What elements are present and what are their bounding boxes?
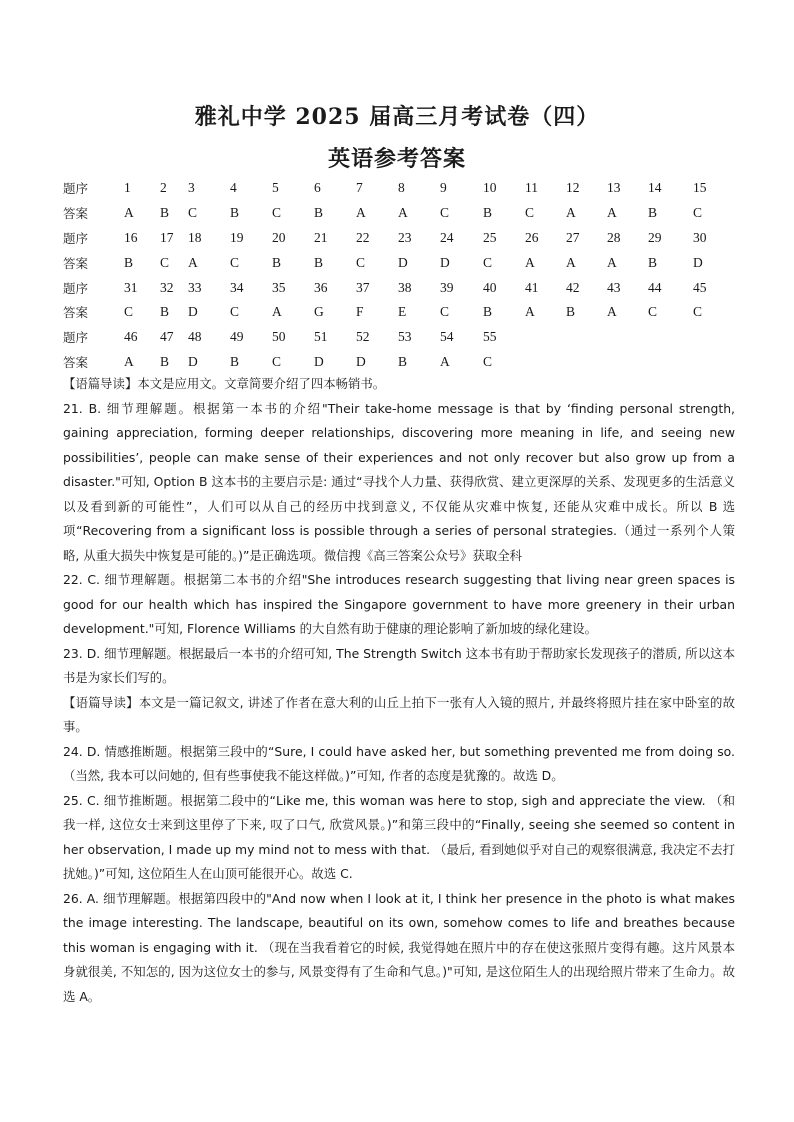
answer-cell: B: [566, 304, 576, 320]
answer-cell: 17: [160, 229, 174, 245]
answer-cell: 33: [188, 279, 202, 295]
answer-cell: A: [607, 254, 617, 270]
row-label: 题序: [63, 280, 89, 296]
answer-cell: 2: [160, 180, 167, 196]
answer-table-row: [63, 350, 743, 375]
answer-cell: 22: [356, 229, 370, 245]
answer-cell: B: [230, 205, 240, 221]
answer-cell: 11: [525, 180, 538, 196]
answer-cell: B: [483, 304, 493, 320]
answer-cell: 32: [160, 279, 174, 295]
answer-table-row: [63, 176, 743, 201]
answer-cell: B: [272, 254, 282, 270]
answer-cell: D: [188, 304, 198, 320]
answer-cell: 37: [356, 279, 370, 295]
answer-cell: 14: [648, 180, 662, 196]
answer-cell: C: [160, 254, 170, 270]
answer-cell: 29: [648, 229, 662, 245]
explanation-paragraph: 【语篇导读】本文是一篇记叙文, 讲述了作者在意大利的山丘上拍下一张有人入镜的照片, 并最终将照片挂在家中卧室的故事。: [63, 694, 735, 734]
answer-cell: 27: [566, 229, 580, 245]
answer-cell: C: [483, 353, 493, 369]
answer-cell: 18: [188, 229, 202, 245]
answer-table-row: [63, 325, 743, 350]
answer-cell: A: [124, 205, 134, 221]
answer-cell: B: [124, 254, 134, 270]
answer-cell: 4: [230, 180, 237, 196]
answer-cell: B: [160, 304, 170, 320]
answer-cell: 49: [230, 329, 244, 345]
answer-cell: E: [398, 304, 407, 320]
answer-cell: 31: [124, 279, 138, 295]
answer-cell: 55: [483, 329, 497, 345]
answer-cell: C: [230, 254, 240, 270]
answer-cell: 52: [356, 329, 370, 345]
answer-cell: C: [356, 254, 366, 270]
exam-subtitle: 英语参考答案: [327, 146, 466, 172]
row-label: 题序: [63, 181, 89, 197]
answer-cell: 26: [525, 229, 539, 245]
explanation-paragraph: 23. D. 细节理解题。根据最后一本书的介绍可知, The Strength Switch 这本书有助于帮助家长发现孩子的潜质, 所以这本书是为家长们写的。: [63, 645, 735, 685]
answer-cell: 50: [272, 329, 286, 345]
answer-cell: 20: [272, 229, 286, 245]
answer-cell: 12: [566, 180, 580, 196]
answer-cell: 23: [398, 229, 412, 245]
answer-cell: 53: [398, 329, 412, 345]
answer-cell: 40: [483, 279, 497, 295]
answer-cell: 15: [693, 180, 707, 196]
answer-table-row: [63, 250, 743, 275]
answer-cell: D: [356, 353, 366, 369]
answer-cell: 19: [230, 229, 244, 245]
answer-cell: B: [648, 254, 658, 270]
answer-cell: D: [693, 254, 703, 270]
answer-cell: D: [314, 353, 324, 369]
answer-cell: A: [566, 205, 576, 221]
answer-cell: 24: [440, 229, 454, 245]
answer-table-row: [63, 201, 743, 226]
answer-cell: C: [693, 304, 703, 320]
answer-cell: A: [525, 254, 535, 270]
answer-cell: B: [483, 205, 493, 221]
answer-cell: A: [566, 254, 576, 270]
answer-cell: 34: [230, 279, 244, 295]
answer-cell: B: [230, 353, 240, 369]
answer-cell: A: [607, 304, 617, 320]
answer-cell: B: [160, 353, 170, 369]
row-label: 答案: [63, 255, 89, 271]
answer-cell: 9: [440, 180, 447, 196]
answer-cell: A: [525, 304, 535, 320]
explanation-paragraph: 21. B. 细节理解题。根据第一本书的介绍"Their take-home message is that by ‘finding personal strength, gaining appreciation, forming deeper relationships, discovering more meaning in life, and seeing new possibilities’, people can make sense of their experiences and not only recover but also grow up from a disaster."可知, Option B 这本书的主要启示是: 通过“寻找个人力量、获得欣赏、建立更深厚的关系、发现更多的生活意义以及看到新的可能性”，人们可以从自己的经历中找到意义, 不仅能从灾难中恢复, 还能从灾难中成长。所以 B 选项“Recovering from a significant loss is possible through a series of personal strategies.（通过一系列个人策略, 从重大损失中恢复是可能的。)”是正确选项。微信搜《高三答案公众号》获取全科: [63, 400, 735, 563]
answer-cell: A: [398, 205, 408, 221]
answer-cell: C: [440, 304, 450, 320]
answer-cell: 10: [483, 180, 497, 196]
answer-cell: B: [160, 205, 170, 221]
answer-table: [63, 176, 743, 374]
answer-cell: G: [314, 304, 324, 320]
explanations: [63, 372, 735, 1009]
row-label: 题序: [63, 330, 89, 346]
row-label: 题序: [63, 230, 89, 246]
answer-cell: 39: [440, 279, 454, 295]
answer-cell: D: [188, 353, 198, 369]
answer-cell: C: [525, 205, 535, 221]
answer-table-row: [63, 226, 743, 251]
answer-cell: 46: [124, 329, 138, 345]
answer-cell: 41: [525, 279, 539, 295]
row-label: 答案: [63, 206, 89, 222]
answer-cell: A: [356, 205, 366, 221]
answer-cell: 35: [272, 279, 286, 295]
answer-cell: 38: [398, 279, 412, 295]
answer-cell: 30: [693, 229, 707, 245]
explanation-paragraph: 【语篇导读】本文是应用文。文章简要介绍了四本畅销书。: [63, 376, 386, 391]
answer-cell: 1: [124, 180, 131, 196]
answer-cell: 8: [398, 180, 405, 196]
answer-cell: B: [314, 205, 324, 221]
row-label: 答案: [63, 354, 89, 370]
answer-cell: 36: [314, 279, 328, 295]
answer-cell: 45: [693, 279, 707, 295]
answer-cell: 47: [160, 329, 174, 345]
answer-cell: 28: [607, 229, 621, 245]
answer-table-row: [63, 300, 743, 325]
answer-cell: A: [124, 353, 134, 369]
answer-cell: C: [230, 304, 240, 320]
answer-cell: 44: [648, 279, 662, 295]
answer-cell: B: [314, 254, 324, 270]
answer-cell: C: [693, 205, 703, 221]
answer-cell: C: [272, 205, 282, 221]
answer-cell: 13: [607, 180, 621, 196]
answer-cell: 5: [272, 180, 279, 196]
answer-cell: D: [398, 254, 408, 270]
answer-cell: 54: [440, 329, 454, 345]
answer-cell: 21: [314, 229, 328, 245]
answer-cell: 3: [188, 180, 195, 196]
explanation-paragraph: 26. A. 细节理解题。根据第四段中的"And now when I look at it, I think her presence in the photo is what makes the image interesting. The landscape, beautiful on its own, somehow comes to life and breathes because this woman is engaging with it. （现在当我看着它的时候, 我觉得她在照片中的存在使这张照片变得有趣。这片风景本身就很美, 不知怎的, 因为这位女士的参与, 风景变得有了生命和气息。)"可知, 是这位陌生人的出现给照片带来了生命力。故选 A。: [63, 890, 735, 1004]
answer-cell: A: [440, 353, 450, 369]
row-label: 答案: [63, 305, 89, 321]
exam-title: 雅礼中学 2025 届高三月考试卷（四）: [194, 104, 600, 130]
answer-cell: C: [272, 353, 282, 369]
answer-cell: B: [648, 205, 658, 221]
answer-cell: A: [272, 304, 282, 320]
answer-cell: C: [124, 304, 134, 320]
answer-cell: 25: [483, 229, 497, 245]
answer-cell: 7: [356, 180, 363, 196]
answer-cell: B: [398, 353, 408, 369]
answer-table-row: [63, 275, 743, 300]
answer-cell: A: [188, 254, 198, 270]
explanation-paragraph: 25. C. 细节推断题。根据第二段中的“Like me, this woman was here to stop, sigh and appreciate the view. （和我一样, 这位女士来到这里停了下来, 叹了口气, 欣赏风景。)”和第三段中的“Finally, seeing she seemed so content in her observation, I made up my mind not to mess with that. （最后, 看到她似乎对自己的观察很满意, 我决定不去打扰她。)”可知, 这位陌生人在山顶可能很开心。故选 C.: [63, 792, 735, 881]
answer-cell: 43: [607, 279, 621, 295]
answer-cell: C: [188, 205, 198, 221]
answer-cell: 42: [566, 279, 580, 295]
answer-cell: 51: [314, 329, 328, 345]
answer-cell: D: [440, 254, 450, 270]
explanation-paragraph: 22. C. 细节理解题。根据第二本书的介绍"She introduces research suggesting that living near green spaces is good for our health which has inspired the Singapore government to have more greenery in their urban development."可知, Florence Williams 的大自然有助于健康的理论影响了新加坡的绿化建设。: [63, 572, 735, 636]
answer-cell: 6: [314, 180, 321, 196]
answer-cell: 48: [188, 329, 202, 345]
explanation-paragraph: 24. D. 情感推断题。根据第三段中的“Sure, I could have asked her, but something prevented me from doing so.（当然, 我本可以问她的, 但有些事使我不能这样做。)”可知, 作者的态度是犹豫的。故选 D。: [63, 743, 735, 783]
answer-cell: C: [440, 205, 450, 221]
answer-cell: A: [607, 205, 617, 221]
answer-cell: C: [648, 304, 658, 320]
answer-cell: C: [483, 254, 493, 270]
answer-cell: 16: [124, 229, 138, 245]
answer-cell: F: [356, 304, 364, 320]
